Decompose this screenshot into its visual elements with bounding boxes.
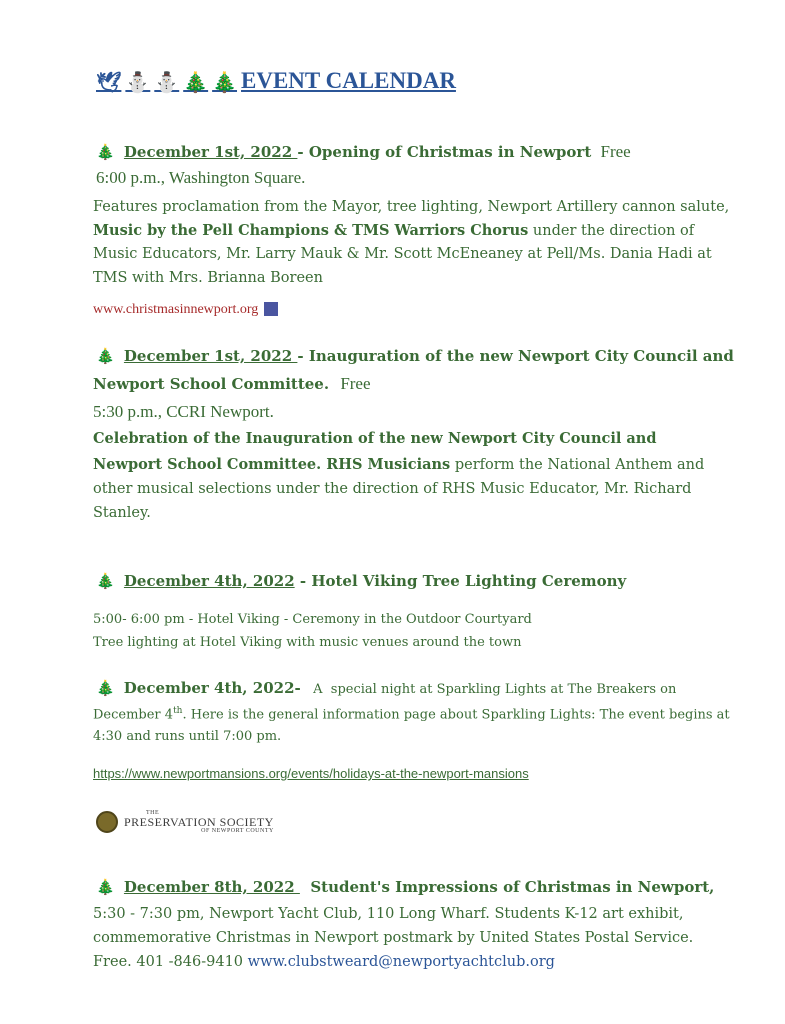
event-2-line-2: [93, 456, 704, 473]
event-2-title-line-1: - Inauguration of the new Newport City Council and: [297, 347, 734, 365]
event-1-heading: [96, 142, 631, 162]
event-3-date: December 4th, 2022: [123, 572, 295, 590]
logo-text-the: THE: [146, 810, 160, 816]
event-5-phone: Free. 401 -846-9410: [93, 954, 248, 970]
event-3-line-1: 5:00- 6:00 pm - Hotel Viking - Ceremony in the Outdoor Courtyard: [93, 612, 532, 627]
event-1-link-row: [93, 298, 278, 318]
christmas-tree-icon: 🎄: [212, 70, 238, 94]
event-4-line-3: 4:30 and runs until 7:00 pm.: [93, 729, 282, 744]
event-1-title: - Opening of Christmas in Newport: [297, 143, 592, 161]
christmas-tree-icon: 🎄: [96, 679, 115, 697]
event-4-date-suffix: th: [173, 706, 183, 716]
event-5-date: December 8th, 2022: [123, 878, 300, 896]
event-2-line-3: other musical selections under the direction of RHS Music Educator, Mr. Richard: [93, 481, 692, 497]
event-2-time-place: 5:30 p.m., CCRI Newport.: [93, 402, 274, 421]
event-5-heading: [96, 878, 714, 896]
event-1-line-1: Features proclamation from the Mayor, tree lighting, Newport Artillery cannon salute,: [93, 199, 730, 215]
page-title: EVENT CALENDAR: [241, 68, 456, 93]
christmas-tree-icon: 🎄: [183, 70, 209, 94]
fireworks-icon: [264, 302, 278, 316]
snowman-icon: ⛄: [125, 70, 151, 94]
christmas-tree-icon: 🎄: [96, 878, 115, 896]
christmas-tree-icon: 🎄: [96, 572, 115, 590]
event-1-performers: Music by the Pell Champions & TMS Warriors Chorus: [93, 222, 529, 239]
event-2-line-2-rest: perform the National Anthem and: [450, 457, 705, 473]
event-5-title: Student's Impressions of Christmas in Newport,: [299, 878, 715, 896]
event-2-date: December 1st, 2022: [123, 347, 298, 365]
event-1-date: December 1st, 2022: [123, 143, 298, 161]
logo-text-county: OF NEWPORT COUNTY: [201, 828, 274, 834]
event-4-intro: A special night at Sparkling Lights at The Breakers on: [300, 682, 677, 697]
event-4-heading: [96, 678, 676, 697]
christmas-in-newport-link[interactable]: www.christmasinnewport.org: [93, 302, 259, 317]
event-1-line-3: Music Educators, Mr. Larry Mauk & Mr. Scott McEneaney at Pell/Ms. Dania Hadi at: [93, 246, 712, 262]
event-2-line-4: Stanley.: [93, 505, 151, 521]
christmas-tree-icon: 🎄: [96, 143, 115, 161]
logo-text: [124, 810, 274, 834]
event-2-line-1: Celebration of the Inauguration of the new Newport City Council and: [93, 430, 657, 447]
event-3-line-2: Tree lighting at Hotel Viking with music venues around the town: [93, 635, 522, 650]
event-4-date-text: December 4: [93, 707, 174, 723]
preservation-society-logo: [96, 810, 274, 834]
event-1-line-4: TMS with Mrs. Brianna Boreen: [93, 270, 323, 286]
event-2-heading: [96, 347, 734, 365]
event-3-title: - Hotel Viking Tree Lighting Ceremony: [294, 572, 627, 590]
event-4-line-2-rest: . Here is the general information page about Sparkling Lights: The event begins at: [182, 707, 730, 723]
event-1-line-2-rest: under the direction of: [528, 223, 695, 239]
event-4-line-2: [93, 706, 730, 722]
newport-mansions-link[interactable]: https://www.newportmansions.org/events/holidays-at-the-newport-mansions: [93, 766, 529, 781]
event-2-price: Free: [340, 374, 371, 393]
event-5-line-3: [93, 954, 555, 970]
logo-text-main: PRESERVATION SOCIETY: [124, 815, 274, 829]
event-calendar-header: [96, 68, 456, 94]
event-1-price: Free: [600, 142, 631, 161]
seal-icon: [96, 811, 118, 833]
christmas-tree-icon: 🎄: [96, 347, 115, 365]
dove-icon: 🕊: [96, 70, 122, 94]
event-2-heading-line-2: [93, 374, 371, 394]
event-5-line-2: commemorative Christmas in Newport postmark by United States Postal Service.: [93, 930, 694, 946]
yacht-club-email-link[interactable]: www.clubstweard@newportyachtclub.org: [247, 954, 555, 970]
event-2-title-line-2: Newport School Committee.: [93, 375, 330, 393]
event-5-line-1: 5:30 - 7:30 pm, Newport Yacht Club, 110 Long Wharf. Students K-12 art exhibit,: [93, 906, 684, 922]
event-1-line-2: [93, 222, 694, 239]
event-1-time-place: 6:00 p.m., Washington Square.: [96, 168, 306, 187]
event-3-heading: [96, 572, 626, 590]
event-2-performers: Newport School Committee. RHS Musicians: [93, 456, 451, 473]
event-4-date: December 4th, 2022-: [123, 679, 301, 697]
snowman-icon: ⛄: [154, 70, 180, 94]
